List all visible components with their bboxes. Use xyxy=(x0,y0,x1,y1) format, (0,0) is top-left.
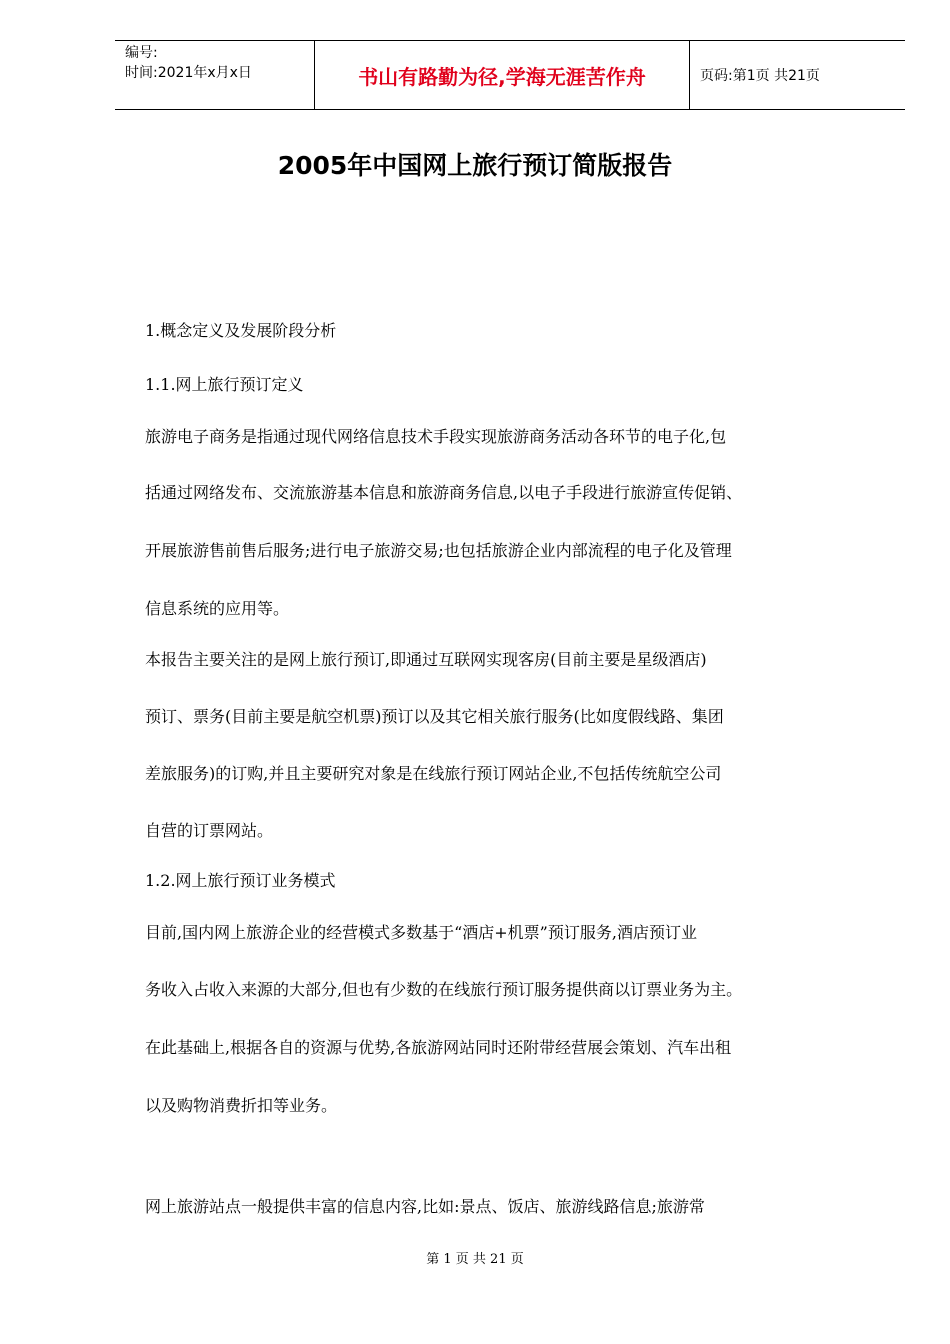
subsection-heading: 1.1.网上旅行预订定义 xyxy=(145,375,304,394)
time-label: 时间:2021年x月x日 xyxy=(125,65,252,81)
document-title: 2005年中国网上旅行预订简版报告 xyxy=(277,151,673,180)
paragraph-line: 本报告主要关注的是网上旅行预订,即通过互联网实现客房(目前主要是星级酒店) xyxy=(145,650,707,669)
paragraph-line: 网上旅游站点一般提供丰富的信息内容,比如:景点、饭店、旅游线路信息;旅游常 xyxy=(145,1197,705,1216)
paragraph-line: 括通过网络发布、交流旅游基本信息和旅游商务信息,以电子手段进行旅游宣传促销、 xyxy=(145,483,743,502)
section-heading: 1.概念定义及发展阶段分析 xyxy=(145,321,337,340)
header-page-info: 页码:第1页 共21页 xyxy=(700,68,820,84)
paragraph-line: 在此基础上,根据各自的资源与优势,各旅游网站同时还附带经营展会策划、汽车出租 xyxy=(145,1038,732,1057)
paragraph-line: 旅游电子商务是指通过现代网络信息技术手段实现旅游商务活动各环节的电子化,包 xyxy=(145,427,727,446)
paragraph-line: 自营的订票网站。 xyxy=(145,821,274,840)
header-meta xyxy=(115,41,315,109)
paragraph-line: 信息系统的应用等。 xyxy=(145,599,290,618)
paragraph-line: 差旅服务)的订购,并且主要研究对象是在线旅行预订网站企业,不包括传统航空公司 xyxy=(145,764,722,783)
header-motto: 书山有路勤为径,学海无涯苦作舟 xyxy=(315,41,690,109)
page-header xyxy=(115,40,905,110)
paragraph-line: 目前,国内网上旅游企业的经营模式多数基于“酒店+机票”预订服务,酒店预订业 xyxy=(145,923,697,942)
paragraph-line: 务收入占收入来源的大部分,但也有少数的在线旅行预订服务提供商以订票业务为主。 xyxy=(145,980,743,999)
paragraph-line: 以及购物消费折扣等业务。 xyxy=(145,1096,338,1115)
page-footer: 第 1 页 共 21 页 xyxy=(426,1252,524,1267)
number-label: 编号: xyxy=(125,45,158,61)
paragraph-line: 开展旅游售前售后服务;进行电子旅游交易;也包括旅游企业内部流程的电子化及管理 xyxy=(145,541,732,560)
subsection-heading: 1.2.网上旅行预订业务模式 xyxy=(145,871,336,890)
paragraph-line: 预订、票务(目前主要是航空机票)预订以及其它相关旅行服务(比如度假线路、集团 xyxy=(145,707,724,726)
